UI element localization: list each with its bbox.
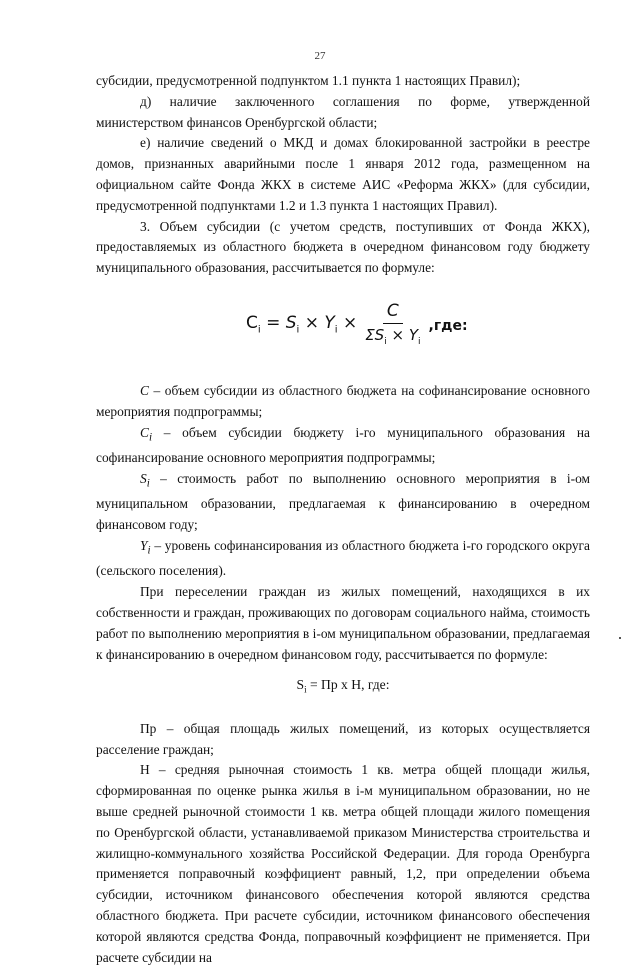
formula-sub: i xyxy=(296,324,300,336)
formula2-sub: i xyxy=(304,685,307,696)
scan-speck xyxy=(619,637,621,639)
definition-symbol: S xyxy=(140,470,147,486)
formula-sub: i xyxy=(384,336,387,347)
page-number: 27 xyxy=(314,50,326,62)
formula-c: C xyxy=(246,312,258,333)
formula-sub: i xyxy=(257,324,261,336)
formula-s: S xyxy=(285,312,297,333)
definition-text: – уровень софинансирования из областного бюджета i-го городского округа (сельского поселения). xyxy=(96,537,590,579)
paragraph-n-definition: Н – средняя рыночная стоимость 1 кв. метра общей площади жилья, сформированная по оценке рынка жилья в i-м муниципальном образовании, но не выше средней рыночной стоимости 1 кв. метра общей площади жилого помещения по Оренбургской области, устанавливаемой приказом Министерства строительства и жилищно-коммунального хозяйства Российской Федерации. Для города Оренбурга применяется поправочный коэффициент равный, 1,2, при определении объема субсидии, источником финансового обеспечения которой являются средства областного бюджета. При расчете субсидии, источником финансового обеспечения которой являются средства Фонда, поправочный коэффициент не применяется. При расчете субсидии на xyxy=(96,762,590,965)
paragraph-pr-definition: Пр – общая площадь жилых помещений, из которых осуществляется расселение граждан; xyxy=(96,720,590,757)
formula-y: Y xyxy=(324,312,335,333)
formula-sigma-s: ΣS xyxy=(365,325,385,344)
fraction-denominator xyxy=(361,324,424,353)
formula-times: × xyxy=(342,312,358,333)
definition-c xyxy=(96,381,590,423)
definition-ci xyxy=(96,423,590,469)
definition-text: – объем субсидии бюджету i-го муниципального образования на софинансирование основного мероприятия подпрограммы; xyxy=(96,424,590,466)
formula-where: ,где: xyxy=(428,318,468,335)
document-body xyxy=(96,71,590,968)
formula-sub: i xyxy=(334,324,338,336)
cost-formula xyxy=(96,675,590,701)
definition-text: – объем субсидии из областного бюджета на софинансирование основного мероприятия подпрограммы; xyxy=(96,382,590,419)
paragraph-resettlement: При переселении граждан из жилых помещений, находящихся в их собственности и граждан, проживающих по договорам социального найма, стоимость работ по выполнению мероприятия в i-ом муниципальном образовании, предлагаемая к финансированию в очередном финансовом году, рассчитывается по формуле: xyxy=(96,584,590,662)
definition-symbol: C xyxy=(140,424,149,440)
subsidy-formula xyxy=(96,293,590,355)
fraction-numerator: C xyxy=(383,301,403,324)
formula-fraction xyxy=(361,301,424,353)
definition-yi xyxy=(96,536,590,582)
definition-sub: i xyxy=(146,477,150,490)
paragraph-item-d: д) наличие заключенного соглашения по форме, утвержденной министерством финансов Оренбургской области; xyxy=(96,93,590,130)
definition-sub: i xyxy=(148,431,153,444)
paragraph-item-e: е) наличие сведений о МКД и домах блокированной застройки в реестре домов, признанных аварийными после 1 января 2012 года, размещенном на официальном сайте Фонда ЖКХ в системе АИС «Реформа ЖКХ» (для субсидии, предусмотренной подпунктами 1.2 и 1.3 пункта 1 настоящих Правил). xyxy=(96,135,590,213)
formula-sub: i xyxy=(418,336,421,347)
formula2-s: S xyxy=(296,677,305,693)
formula-eq: = xyxy=(266,312,281,333)
paragraph-continuation: субсидии, предусмотренной подпунктом 1.1 пункта 1 настоящих Правил); xyxy=(96,73,521,88)
definition-symbol: Y xyxy=(140,537,148,553)
definition-symbol: C xyxy=(140,382,149,398)
formula-times: × xyxy=(304,312,319,333)
definition-si xyxy=(96,469,590,536)
definition-sub: i xyxy=(147,544,151,557)
formula-times: × xyxy=(391,325,405,344)
formula-y: Y xyxy=(408,325,419,344)
definition-text: – стоимость работ по выполнению основного мероприятия в i-ом муниципальном образовании, предлагаемая к финансированию в очередном финансовом году; xyxy=(96,470,590,533)
formula2-rest: = Пр х Н, где: xyxy=(306,677,390,693)
paragraph-section-3: 3. Объем субсидии (с учетом средств, поступивших от Фонда ЖКХ), предоставляемых из областного бюджета в очередном финансовом году бюджету муниципального образования, рассчитывается по формуле: xyxy=(96,218,590,276)
